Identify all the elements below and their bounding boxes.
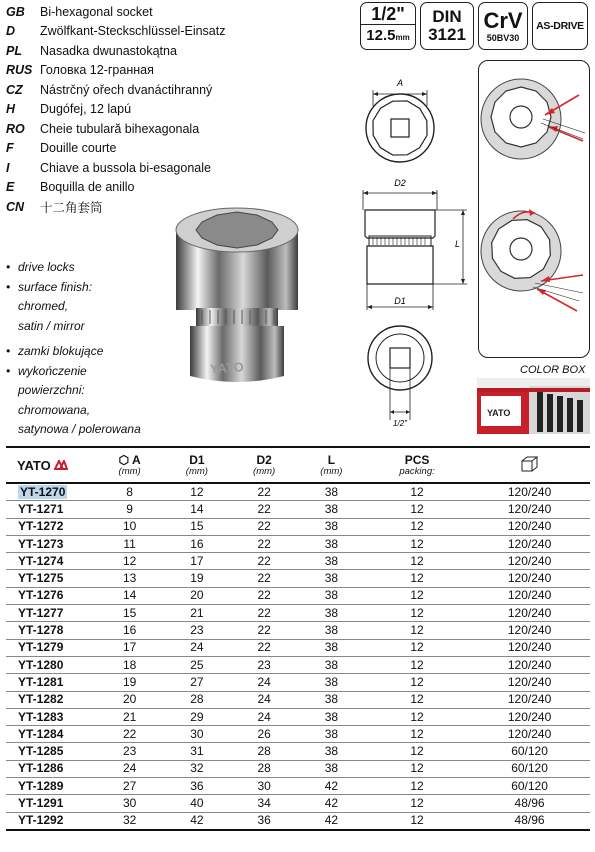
- language-row: [6, 119, 256, 139]
- cell-l: 38: [298, 570, 365, 587]
- language-text: Dugófej, 12 lapú: [40, 102, 132, 117]
- brand-logo-icon: [54, 460, 68, 470]
- table-row: [6, 605, 590, 622]
- table-row: [6, 674, 590, 691]
- product-code: YT-1277: [6, 605, 96, 622]
- language-code: I: [6, 160, 10, 175]
- cell-pcs: 12: [365, 812, 469, 830]
- cell-l: 42: [298, 778, 365, 795]
- cell-d2: 28: [231, 743, 298, 760]
- cell-pcs: 12: [365, 708, 469, 725]
- cell-l: 38: [298, 726, 365, 743]
- bottom-view-drawing: [368, 326, 432, 428]
- cell-carton: 120/240: [469, 570, 590, 587]
- language-code: RO: [6, 121, 25, 136]
- language-row: [6, 61, 256, 81]
- cell-carton: 120/240: [469, 726, 590, 743]
- dimension-d2-label: D2: [394, 178, 406, 188]
- cell-a: 24: [96, 760, 163, 777]
- cell-pcs: 12: [365, 587, 469, 604]
- feature-satin-mirror: satin / mirror: [18, 318, 85, 333]
- product-code: YT-1273: [6, 535, 96, 552]
- cell-d1: 29: [163, 708, 230, 725]
- feature-pl-satin: satynowa / polerowana: [18, 422, 141, 436]
- cell-carton: 48/96: [469, 795, 590, 812]
- cell-l: 38: [298, 639, 365, 656]
- cell-d1: 40: [163, 795, 230, 812]
- cell-a: 17: [96, 639, 163, 656]
- cell-carton: 120/240: [469, 708, 590, 725]
- cell-d1: 20: [163, 587, 230, 604]
- color-box-label: COLOR BOX: [520, 364, 586, 376]
- material-label: CrV: [483, 8, 523, 33]
- cell-d2: 30: [231, 778, 298, 795]
- product-code: YT-1291: [6, 795, 96, 812]
- cell-d1: 12: [163, 483, 230, 501]
- cell-a: 22: [96, 726, 163, 743]
- cell-d2: 22: [231, 553, 298, 570]
- cell-d1: 24: [163, 639, 230, 656]
- table-row: [6, 795, 590, 812]
- cell-carton: 120/240: [469, 587, 590, 604]
- features-english: • drive locks • surface finish: chromed, satin / mirror: [6, 258, 92, 336]
- feature-pl-locks: zamki blokujące: [18, 344, 104, 358]
- grip-detail-panel: [478, 60, 590, 358]
- cell-pcs: 12: [365, 778, 469, 795]
- product-code: YT-1286: [6, 760, 96, 777]
- cell-carton: 120/240: [469, 639, 590, 656]
- language-text: Nasadka dwunastokątna: [40, 43, 177, 58]
- cell-carton: 120/240: [469, 622, 590, 639]
- language-code: H: [6, 102, 16, 117]
- language-text: Cheie tubulară bihexagonala: [40, 121, 200, 136]
- cell-a: 8: [96, 483, 163, 501]
- language-row: [6, 2, 256, 22]
- cell-l: 38: [298, 587, 365, 604]
- product-code: YT-1278: [6, 622, 96, 639]
- cell-pcs: 12: [365, 501, 469, 518]
- cell-d1: 31: [163, 743, 230, 760]
- cell-d2: 34: [231, 795, 298, 812]
- cell-l: 38: [298, 691, 365, 708]
- cell-d2: 22: [231, 570, 298, 587]
- cell-d2: 24: [231, 708, 298, 725]
- box-icon: [520, 456, 540, 472]
- feature-surface-finish: surface finish:: [18, 279, 93, 294]
- table-row: [6, 501, 590, 518]
- detail-bottom: [481, 209, 583, 311]
- language-text: Головка 12-гранная: [40, 63, 154, 78]
- cell-l: 38: [298, 674, 365, 691]
- socket-photo: [172, 200, 302, 390]
- cell-pcs: 12: [365, 605, 469, 622]
- top-view-drawing: [366, 78, 435, 162]
- cell-d1: 17: [163, 553, 230, 570]
- cell-d2: 22: [231, 639, 298, 656]
- language-text: Boquilla de anillo: [40, 180, 135, 195]
- cell-l: 42: [298, 812, 365, 830]
- product-code: YT-1281: [6, 674, 96, 691]
- product-code: YT-1275: [6, 570, 96, 587]
- language-list: [6, 2, 256, 217]
- cell-d1: 28: [163, 691, 230, 708]
- header-brand: [6, 447, 96, 483]
- cell-d1: 16: [163, 535, 230, 552]
- language-text: Chiave a bussola bi-esagonale: [40, 160, 211, 175]
- side-view-drawing: [363, 178, 467, 310]
- cell-a: 10: [96, 518, 163, 535]
- language-code: RUS: [6, 63, 33, 78]
- spec-badges: [360, 2, 588, 50]
- material-grade: 50BV30: [486, 33, 520, 43]
- cell-d1: 23: [163, 622, 230, 639]
- cell-carton: 120/240: [469, 605, 590, 622]
- cell-carton: 120/240: [469, 691, 590, 708]
- product-code: YT-1270: [6, 483, 96, 501]
- cell-pcs: 12: [365, 795, 469, 812]
- table-row: [6, 622, 590, 639]
- cell-a: 20: [96, 691, 163, 708]
- cell-a: 9: [96, 501, 163, 518]
- table-row: [6, 639, 590, 656]
- cell-a: 14: [96, 587, 163, 604]
- cell-d2: 22: [231, 622, 298, 639]
- cell-d1: 27: [163, 674, 230, 691]
- din-label: DIN: [432, 7, 462, 26]
- cell-d1: 32: [163, 760, 230, 777]
- cell-l: 38: [298, 483, 365, 501]
- product-code: YT-1282: [6, 691, 96, 708]
- language-text: Nástrčný ořech dvanáctihranný: [40, 82, 213, 97]
- as-drive-badge: AS-DRIVE: [532, 2, 588, 50]
- din-badge: [420, 2, 474, 50]
- cell-l: 38: [298, 553, 365, 570]
- language-row: [6, 41, 256, 61]
- table-row: [6, 812, 590, 830]
- language-code: E: [6, 180, 15, 195]
- cell-pcs: 12: [365, 726, 469, 743]
- product-code: YT-1271: [6, 501, 96, 518]
- table-row: [6, 656, 590, 673]
- table-row: [6, 708, 590, 725]
- cell-d2: 26: [231, 726, 298, 743]
- language-code: CZ: [6, 82, 23, 97]
- cell-carton: 120/240: [469, 553, 590, 570]
- cell-pcs: 12: [365, 743, 469, 760]
- cell-pcs: 12: [365, 639, 469, 656]
- language-code: CN: [6, 199, 25, 214]
- table-row: [6, 691, 590, 708]
- language-row: [6, 100, 256, 120]
- cell-carton: 60/120: [469, 743, 590, 760]
- product-code: YT-1289: [6, 778, 96, 795]
- cell-pcs: 12: [365, 691, 469, 708]
- material-badge: [478, 2, 528, 50]
- cell-a: 21: [96, 708, 163, 725]
- language-row: [6, 22, 256, 42]
- drive-size-inch: 1/2": [361, 4, 415, 25]
- cell-d1: 30: [163, 726, 230, 743]
- product-code: YT-1274: [6, 553, 96, 570]
- table-row: [6, 518, 590, 535]
- cell-carton: 120/240: [469, 656, 590, 673]
- dimension-d1-label: D1: [394, 296, 406, 306]
- cell-l: 38: [298, 760, 365, 777]
- cell-carton: 48/96: [469, 812, 590, 830]
- specification-table: [6, 446, 590, 831]
- cell-d2: 28: [231, 760, 298, 777]
- cell-pcs: 12: [365, 622, 469, 639]
- product-code: YT-1284: [6, 726, 96, 743]
- cell-d2: 36: [231, 812, 298, 830]
- cell-l: 38: [298, 708, 365, 725]
- cell-d2: 22: [231, 483, 298, 501]
- cell-l: 38: [298, 743, 365, 760]
- color-box-brand: YATO: [487, 408, 511, 418]
- product-code: YT-1276: [6, 587, 96, 604]
- cell-d1: 14: [163, 501, 230, 518]
- table-row: [6, 483, 590, 501]
- feature-pl-chromed: chromowana,: [18, 402, 91, 417]
- cell-pcs: 12: [365, 656, 469, 673]
- feature-pl-surface: powierzchni:: [18, 383, 85, 397]
- cell-a: 23: [96, 743, 163, 760]
- cell-d1: 36: [163, 778, 230, 795]
- table-row: [6, 535, 590, 552]
- cell-a: 12: [96, 553, 163, 570]
- header-a: ⬡ A (mm): [96, 447, 163, 483]
- cell-d1: 21: [163, 605, 230, 622]
- language-row: [6, 158, 256, 178]
- language-text: 十二角套筒: [40, 200, 103, 215]
- feature-drive-locks: drive locks: [18, 260, 75, 274]
- cell-carton: 120/240: [469, 518, 590, 535]
- cell-a: 16: [96, 622, 163, 639]
- table-row: [6, 726, 590, 743]
- table-row: [6, 778, 590, 795]
- drive-size-label: 1/2": [393, 419, 407, 428]
- cell-pcs: 12: [365, 483, 469, 501]
- product-code: YT-1283: [6, 708, 96, 725]
- cell-d2: 22: [231, 587, 298, 604]
- cell-d1: 19: [163, 570, 230, 587]
- brand-logo: YATO: [17, 457, 51, 473]
- cell-d2: 24: [231, 691, 298, 708]
- cell-l: 38: [298, 656, 365, 673]
- header-carton: [469, 447, 590, 483]
- product-code: YT-1292: [6, 812, 96, 830]
- din-number: 3121: [428, 25, 466, 44]
- cell-l: 38: [298, 535, 365, 552]
- cell-a: 15: [96, 605, 163, 622]
- language-row: [6, 139, 256, 159]
- product-code: YT-1285: [6, 743, 96, 760]
- grip-detail-illustration: [479, 61, 589, 355]
- cell-pcs: 12: [365, 535, 469, 552]
- header-d2: D2 (mm): [231, 447, 298, 483]
- cell-d1: 42: [163, 812, 230, 830]
- language-row: [6, 80, 256, 100]
- features-polish: • zamki blokujące • wykończenie powierzchni: chromowana, satynowa / polerowana: [6, 342, 141, 440]
- technical-drawing: [355, 60, 475, 432]
- cell-d2: 24: [231, 674, 298, 691]
- header-l: L (mm): [298, 447, 365, 483]
- cell-d2: 23: [231, 656, 298, 673]
- cell-carton: 120/240: [469, 483, 590, 501]
- cell-l: 42: [298, 795, 365, 812]
- table-header-row: [6, 447, 590, 483]
- cell-pcs: 12: [365, 553, 469, 570]
- table-row: [6, 570, 590, 587]
- table-row: [6, 743, 590, 760]
- cell-carton: 60/120: [469, 760, 590, 777]
- cell-a: 30: [96, 795, 163, 812]
- drive-size-badge: [360, 2, 416, 50]
- language-text: Zwölfkant-Steckschlüssel-Einsatz: [40, 24, 226, 39]
- cell-pcs: 12: [365, 518, 469, 535]
- cell-d2: 22: [231, 518, 298, 535]
- cell-pcs: 12: [365, 674, 469, 691]
- language-code: PL: [6, 43, 22, 58]
- header-pcs: PCS packing:: [365, 447, 469, 483]
- detail-top: [481, 79, 585, 159]
- cell-l: 38: [298, 622, 365, 639]
- table-row: [6, 760, 590, 777]
- cell-carton: 120/240: [469, 501, 590, 518]
- table-row: [6, 553, 590, 570]
- cell-a: 18: [96, 656, 163, 673]
- cell-d2: 22: [231, 605, 298, 622]
- cell-l: 38: [298, 605, 365, 622]
- language-text: Bi-hexagonal socket: [40, 4, 153, 19]
- language-code: GB: [6, 4, 25, 19]
- feature-pl-finish: wykończenie: [18, 363, 87, 378]
- cell-carton: 60/120: [469, 778, 590, 795]
- language-text: Douille courte: [40, 141, 117, 156]
- cell-pcs: 12: [365, 570, 469, 587]
- cell-l: 38: [298, 501, 365, 518]
- cell-a: 13: [96, 570, 163, 587]
- product-code: YT-1280: [6, 656, 96, 673]
- product-code: YT-1272: [6, 518, 96, 535]
- language-code: F: [6, 141, 14, 156]
- language-code: D: [6, 24, 16, 39]
- cell-a: 32: [96, 812, 163, 830]
- cell-a: 27: [96, 778, 163, 795]
- cell-carton: 120/240: [469, 535, 590, 552]
- cell-carton: 120/240: [469, 674, 590, 691]
- product-code: YT-1279: [6, 639, 96, 656]
- header-d1: D1 (mm): [163, 447, 230, 483]
- feature-chromed: chromed,: [18, 299, 69, 313]
- dimension-l-label: L: [455, 239, 461, 249]
- cell-pcs: 12: [365, 760, 469, 777]
- cell-d2: 22: [231, 501, 298, 518]
- drive-size-mm: 12.5mm: [366, 26, 410, 44]
- language-row: [6, 178, 256, 198]
- cell-d2: 22: [231, 535, 298, 552]
- cell-d1: 15: [163, 518, 230, 535]
- dimension-a-label: A: [396, 78, 404, 88]
- table-row: [6, 587, 590, 604]
- cell-d1: 25: [163, 656, 230, 673]
- cell-a: 19: [96, 674, 163, 691]
- hex-icon: ⬡: [118, 452, 130, 467]
- cell-l: 38: [298, 518, 365, 535]
- socket-brand-marking: YATO: [209, 359, 245, 377]
- cell-a: 11: [96, 535, 163, 552]
- color-box-image: [477, 378, 590, 434]
